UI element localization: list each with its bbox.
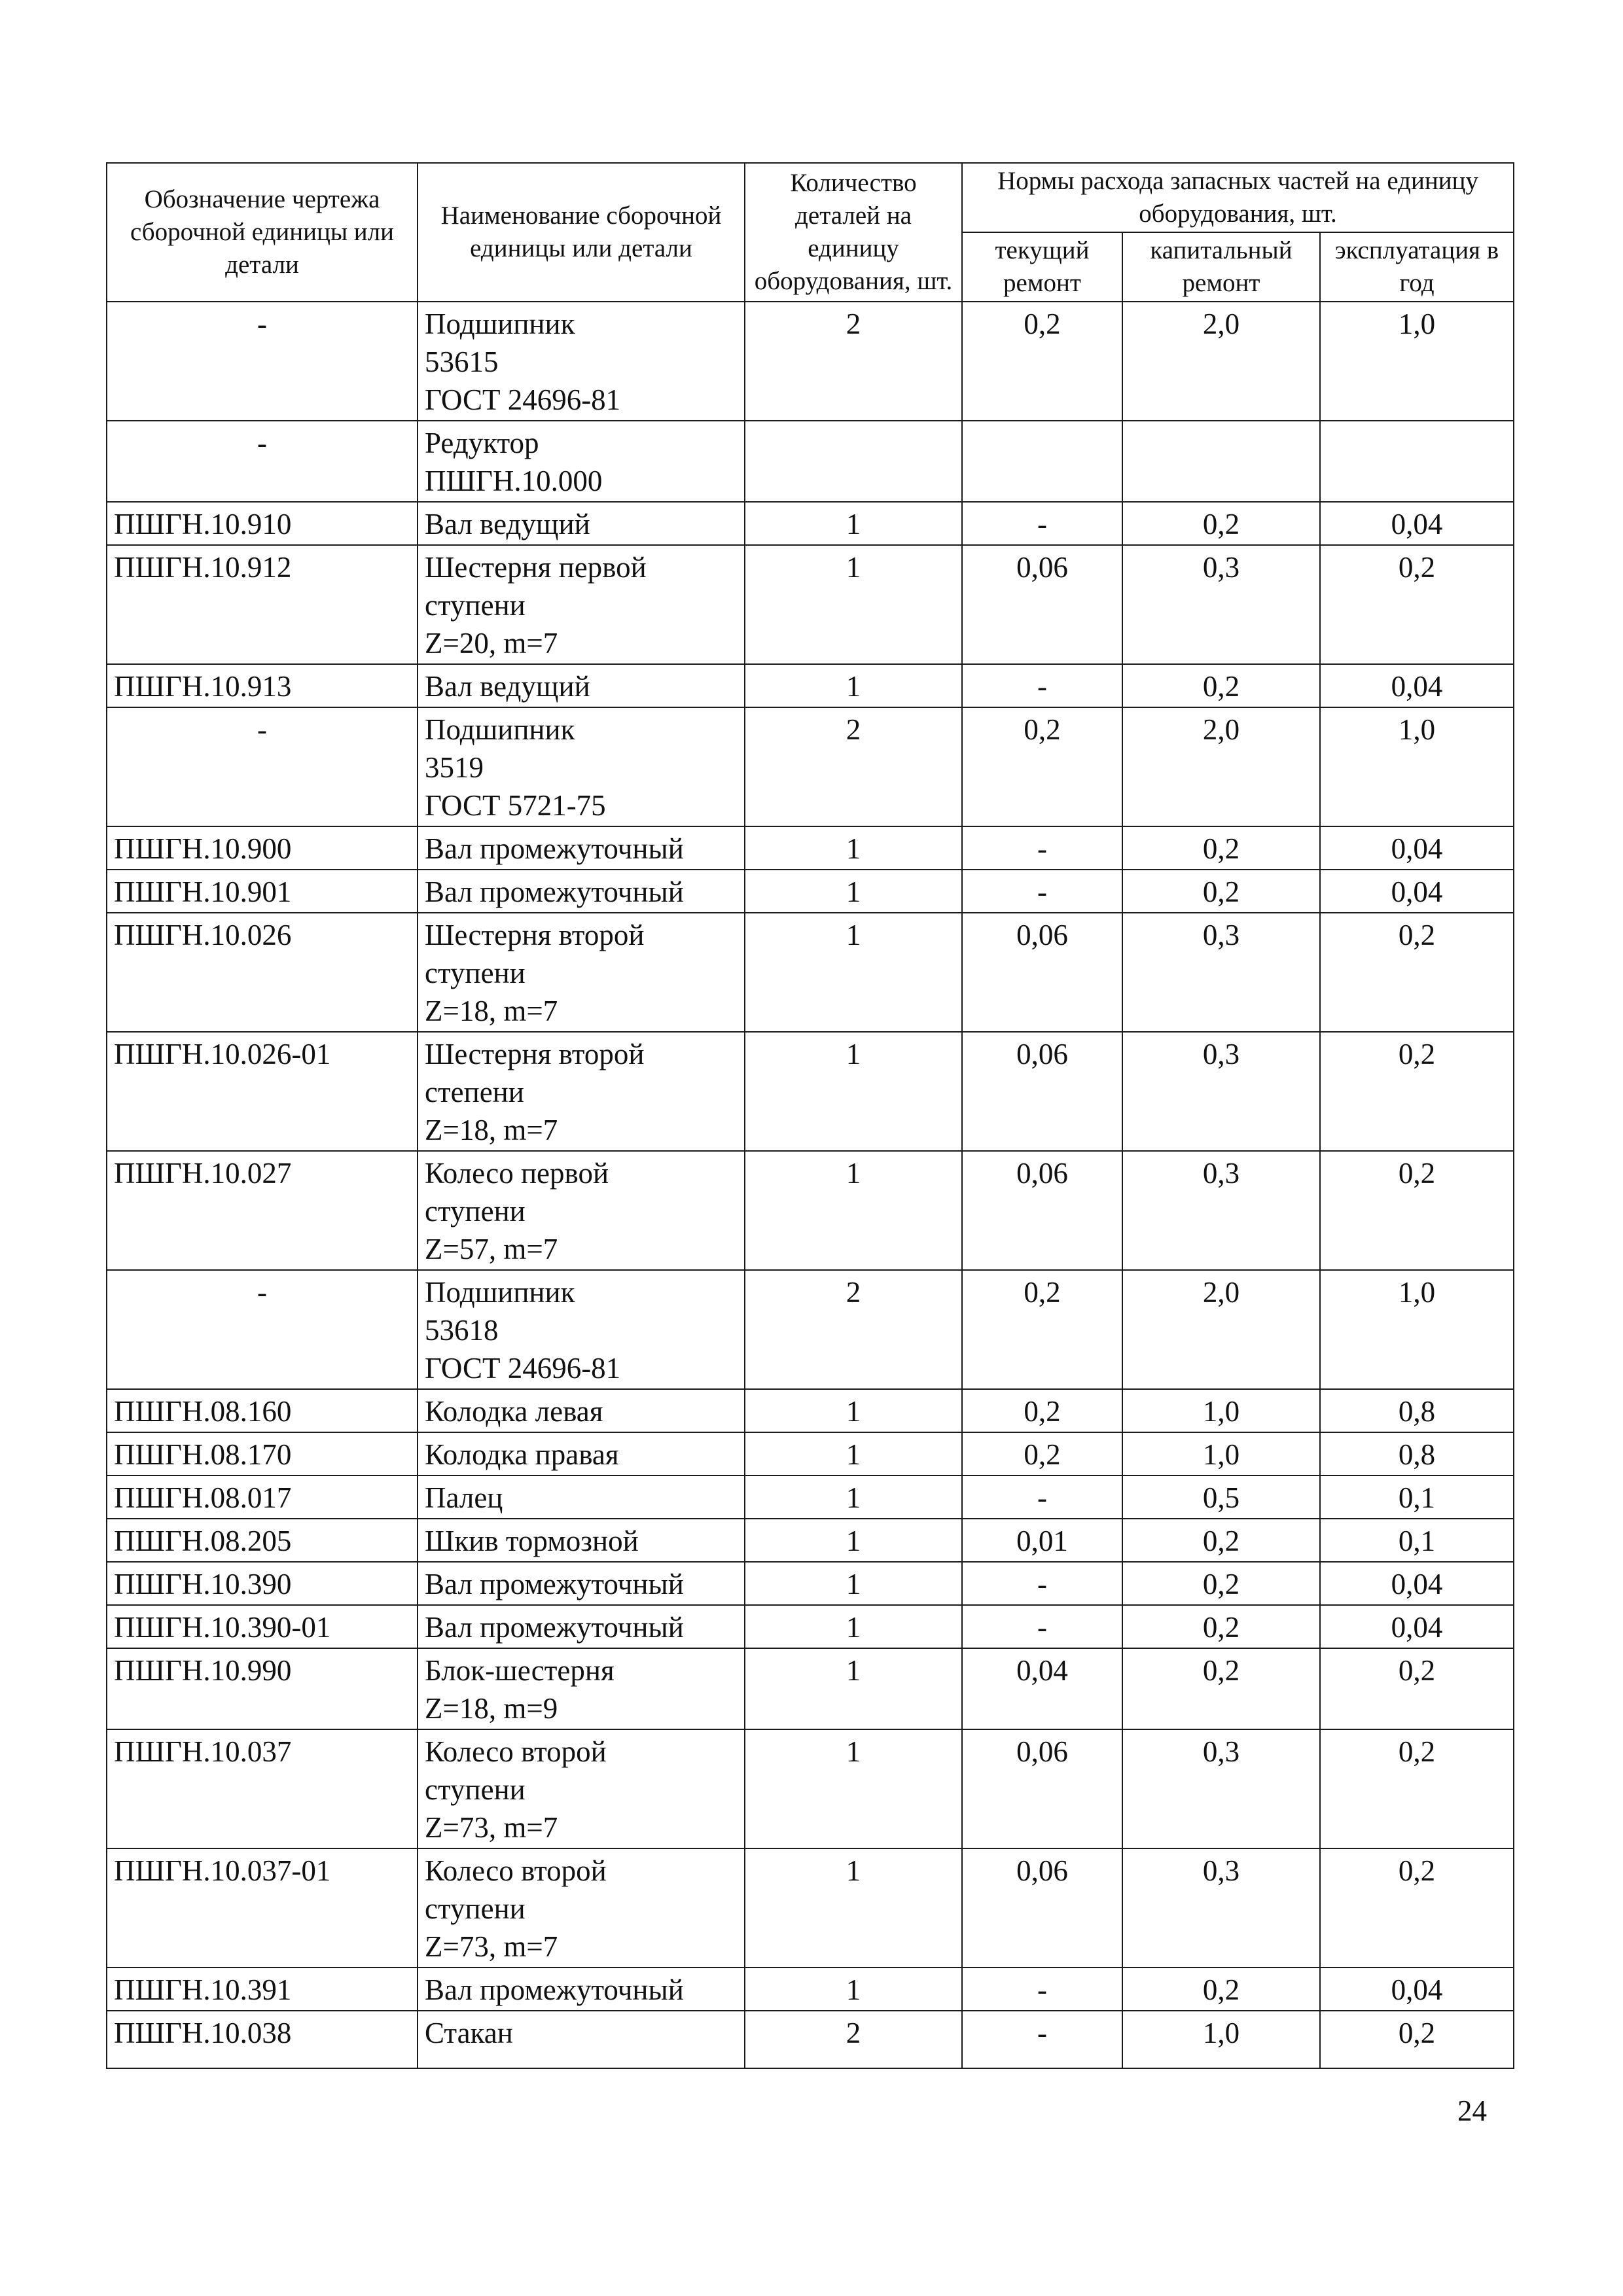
item-name-cell [418,1519,745,1562]
current-repair-cell: 0,01 [962,1519,1122,1562]
quantity-cell: 1 [745,1648,962,1729]
item-name-cell [418,1151,745,1270]
table-row [107,1562,1514,1605]
quantity-cell: 1 [745,1519,962,1562]
table-row [107,826,1514,870]
item-name-cell [418,421,745,502]
item-name-line: ступени [425,957,526,989]
item-name-cell [418,826,745,870]
item-name-line: Подшипник [425,1276,575,1309]
item-name-line: Z=57, m=7 [425,1233,558,1265]
current-repair-cell: 0,06 [962,1729,1122,1848]
item-name-cell [418,664,745,707]
item-name-cell [418,1475,745,1519]
table-row [107,913,1514,1032]
capital-repair-cell: 0,5 [1122,1475,1320,1519]
quantity-cell: 1 [745,664,962,707]
item-name-cell [418,1605,745,1648]
drawing-code-cell: ПШГН.10.037 [107,1729,418,1848]
quantity-cell: 1 [745,870,962,913]
item-name-line: Z=20, m=7 [425,627,558,660]
annual-operation-cell: 0,04 [1320,1968,1514,2011]
item-name-line: Вал промежуточный [425,1973,684,2006]
item-name-line: ГОСТ 24696-81 [425,383,621,416]
table-row [107,870,1514,913]
annual-operation-cell: 0,2 [1320,913,1514,1032]
item-name-line: Колесо первой [425,1157,609,1190]
table-row [107,1475,1514,1519]
current-repair-cell: 0,06 [962,1151,1122,1270]
current-repair-cell: 0,2 [962,1270,1122,1389]
annual-operation-cell: 0,04 [1320,870,1514,913]
item-name-line: Вал промежуточный [425,1568,684,1600]
item-name-cell [418,1648,745,1729]
item-name-line: ступени [425,589,526,622]
annual-operation-cell: 0,04 [1320,826,1514,870]
item-name-line: ступени [425,1892,526,1925]
current-repair-cell: - [962,1968,1122,2011]
current-repair-cell: 0,2 [962,1389,1122,1432]
table-row [107,545,1514,664]
header-consumption-norms: Нормы расхода запасных частей на единицу оборудования, шт. [962,163,1514,232]
capital-repair-cell: 0,3 [1122,1151,1320,1270]
item-name-cell [418,913,745,1032]
item-name-line: Стакан [425,2017,513,2049]
item-name-line: Z=18, m=7 [425,1114,558,1146]
quantity-cell: 1 [745,1848,962,1968]
quantity-cell: 2 [745,707,962,826]
drawing-code-cell: - [107,421,418,502]
item-name-cell [418,545,745,664]
annual-operation-cell: 0,2 [1320,2011,1514,2068]
quantity-cell: 1 [745,1562,962,1605]
capital-repair-cell [1122,421,1320,502]
annual-operation-cell: 0,04 [1320,502,1514,545]
capital-repair-cell: 2,0 [1122,302,1320,421]
annual-operation-cell: 0,2 [1320,1648,1514,1729]
annual-operation-cell: 0,04 [1320,664,1514,707]
header-annual-operation: эксплуатация в год [1320,232,1514,302]
drawing-code-cell: ПШГН.10.390-01 [107,1605,418,1648]
drawing-code-cell: ПШГН.10.026-01 [107,1032,418,1151]
capital-repair-cell: 0,3 [1122,545,1320,664]
drawing-code-cell: ПШГН.10.390 [107,1562,418,1605]
capital-repair-cell: 0,3 [1122,913,1320,1032]
item-name-cell [418,1848,745,1968]
current-repair-cell: 0,06 [962,1848,1122,1968]
annual-operation-cell: 0,2 [1320,1032,1514,1151]
capital-repair-cell: 1,0 [1122,1389,1320,1432]
capital-repair-cell: 0,2 [1122,1605,1320,1648]
header-row-1 [107,163,1514,232]
current-repair-cell: 0,06 [962,913,1122,1032]
drawing-code-cell: ПШГН.10.391 [107,1968,418,2011]
capital-repair-cell: 1,0 [1122,2011,1320,2068]
capital-repair-cell: 0,2 [1122,1968,1320,2011]
current-repair-cell: 0,06 [962,1032,1122,1151]
capital-repair-cell: 0,3 [1122,1032,1320,1151]
item-name-line: 3519 [425,751,484,784]
spare-parts-table [106,162,1514,2069]
drawing-code-cell: ПШГН.10.901 [107,870,418,913]
quantity-cell: 1 [745,826,962,870]
quantity-cell: 2 [745,1270,962,1389]
header-drawing-code: Обозначение чертежа сборочной единицы или детали [107,163,418,302]
drawing-code-cell: ПШГН.10.037-01 [107,1848,418,1968]
table-row [107,302,1514,421]
table-row [107,1389,1514,1432]
item-name-cell [418,302,745,421]
drawing-code-cell: ПШГН.10.027 [107,1151,418,1270]
item-name-line: ГОСТ 24696-81 [425,1352,621,1385]
item-name-line: Подшипник [425,713,575,746]
item-name-line: Шкив тормозной [425,1525,639,1557]
table-row [107,1432,1514,1475]
item-name-cell [418,1968,745,2011]
table-row [107,1968,1514,2011]
capital-repair-cell: 0,2 [1122,1519,1320,1562]
annual-operation-cell: 0,2 [1320,1729,1514,1848]
capital-repair-cell: 2,0 [1122,707,1320,826]
annual-operation-cell: 0,2 [1320,545,1514,664]
drawing-code-cell: - [107,302,418,421]
annual-operation-cell [1320,421,1514,502]
drawing-code-cell: ПШГН.08.170 [107,1432,418,1475]
item-name-cell [418,502,745,545]
quantity-cell: 1 [745,1475,962,1519]
item-name-line: Колесо второй [425,1854,607,1887]
drawing-code-cell: - [107,707,418,826]
table-row [107,1270,1514,1389]
annual-operation-cell: 1,0 [1320,707,1514,826]
item-name-line: степени [425,1076,524,1108]
page-number: 24 [1457,2094,1487,2127]
capital-repair-cell: 0,2 [1122,664,1320,707]
current-repair-cell: 0,2 [962,1432,1122,1475]
drawing-code-cell: ПШГН.10.900 [107,826,418,870]
current-repair-cell: 0,06 [962,545,1122,664]
annual-operation-cell: 0,1 [1320,1475,1514,1519]
item-name-line: ГОСТ 5721-75 [425,789,606,822]
item-name-line: Z=18, m=9 [425,1692,558,1725]
current-repair-cell: 0,2 [962,302,1122,421]
quantity-cell: 1 [745,1968,962,2011]
item-name-line: Блок-шестерня [425,1654,615,1687]
annual-operation-cell: 1,0 [1320,1270,1514,1389]
item-name-line: Подшипник [425,308,575,340]
current-repair-cell: - [962,826,1122,870]
capital-repair-cell: 0,2 [1122,826,1320,870]
current-repair-cell: - [962,502,1122,545]
drawing-code-cell: ПШГН.10.912 [107,545,418,664]
item-name-cell [418,1032,745,1151]
capital-repair-cell: 0,3 [1122,1729,1320,1848]
annual-operation-cell: 0,8 [1320,1432,1514,1475]
capital-repair-cell: 2,0 [1122,1270,1320,1389]
capital-repair-cell: 0,2 [1122,1648,1320,1729]
item-name-cell [418,707,745,826]
quantity-cell: 1 [745,1605,962,1648]
capital-repair-cell: 0,2 [1122,502,1320,545]
quantity-cell: 1 [745,1432,962,1475]
item-name-cell [418,1389,745,1432]
item-name-cell [418,1562,745,1605]
table-row [107,1519,1514,1562]
table-row [107,707,1514,826]
drawing-code-cell: ПШГН.10.913 [107,664,418,707]
item-name-line: Z=73, m=7 [425,1811,558,1844]
quantity-cell: 1 [745,1389,962,1432]
item-name-line: Шестерня второй [425,1038,645,1070]
drawing-code-cell: ПШГН.08.205 [107,1519,418,1562]
table-row [107,664,1514,707]
current-repair-cell: - [962,1605,1122,1648]
current-repair-cell: 0,2 [962,707,1122,826]
item-name-line: Z=73, m=7 [425,1930,558,1963]
item-name-line: ступени [425,1195,526,1227]
item-name-line: 53618 [425,1314,499,1347]
quantity-cell: 1 [745,1151,962,1270]
drawing-code-cell: - [107,1270,418,1389]
annual-operation-cell: 0,1 [1320,1519,1514,1562]
capital-repair-cell: 0,2 [1122,1562,1320,1605]
header-quantity: Количество деталей на единицу оборудования, шт. [745,163,962,302]
item-name-line: Шестерня второй [425,919,645,951]
quantity-cell: 1 [745,545,962,664]
table-row [107,1151,1514,1270]
capital-repair-cell: 0,2 [1122,870,1320,913]
item-name-line: Вал ведущий [425,508,590,540]
header-current-repair: текущий ремонт [962,232,1122,302]
item-name-line: ступени [425,1773,526,1806]
current-repair-cell: - [962,870,1122,913]
table-row [107,1032,1514,1151]
current-repair-cell: - [962,1562,1122,1605]
item-name-line: Палец [425,1481,503,1514]
header-item-name: Наименование сборочной единицы или детали [418,163,745,302]
item-name-line: Редуктор [425,427,539,459]
item-name-line: Колодка правая [425,1438,619,1471]
quantity-cell: 1 [745,1729,962,1848]
item-name-line: Вал промежуточный [425,1611,684,1644]
quantity-cell: 2 [745,302,962,421]
quantity-cell: 1 [745,913,962,1032]
capital-repair-cell: 1,0 [1122,1432,1320,1475]
item-name-line: 53615 [425,345,499,378]
quantity-cell [745,421,962,502]
table-row [107,2011,1514,2068]
current-repair-cell: - [962,1475,1122,1519]
item-name-cell [418,870,745,913]
table-row [107,502,1514,545]
current-repair-cell: 0,04 [962,1648,1122,1729]
table-row [107,1605,1514,1648]
item-name-line: Вал промежуточный [425,875,684,908]
item-name-cell [418,1432,745,1475]
current-repair-cell [962,421,1122,502]
item-name-cell [418,1729,745,1848]
item-name-line: Шестерня первой [425,551,647,584]
drawing-code-cell: ПШГН.08.017 [107,1475,418,1519]
item-name-line: Z=18, m=7 [425,995,558,1027]
drawing-code-cell: ПШГН.10.038 [107,2011,418,2068]
table-row [107,421,1514,502]
item-name-line: ПШГН.10.000 [425,465,603,497]
header-capital-repair: капитальный ремонт [1122,232,1320,302]
item-name-cell [418,1270,745,1389]
drawing-code-cell: ПШГН.08.160 [107,1389,418,1432]
capital-repair-cell: 0,3 [1122,1848,1320,1968]
current-repair-cell: - [962,2011,1122,2068]
item-name-line: Вал ведущий [425,670,590,703]
item-name-line: Колодка левая [425,1395,603,1428]
annual-operation-cell: 0,2 [1320,1151,1514,1270]
item-name-line: Вал промежуточный [425,832,684,865]
drawing-code-cell: ПШГН.10.990 [107,1648,418,1729]
table-row [107,1729,1514,1848]
drawing-code-cell: ПШГН.10.910 [107,502,418,545]
table-body [107,302,1514,2068]
quantity-cell: 1 [745,1032,962,1151]
quantity-cell: 2 [745,2011,962,2068]
item-name-cell [418,2011,745,2068]
current-repair-cell: - [962,664,1122,707]
annual-operation-cell: 1,0 [1320,302,1514,421]
annual-operation-cell: 0,8 [1320,1389,1514,1432]
quantity-cell: 1 [745,502,962,545]
annual-operation-cell: 0,2 [1320,1848,1514,1968]
annual-operation-cell: 0,04 [1320,1562,1514,1605]
item-name-line: Колесо второй [425,1735,607,1768]
annual-operation-cell: 0,04 [1320,1605,1514,1648]
drawing-code-cell: ПШГН.10.026 [107,913,418,1032]
table-row [107,1848,1514,1968]
table-row [107,1648,1514,1729]
